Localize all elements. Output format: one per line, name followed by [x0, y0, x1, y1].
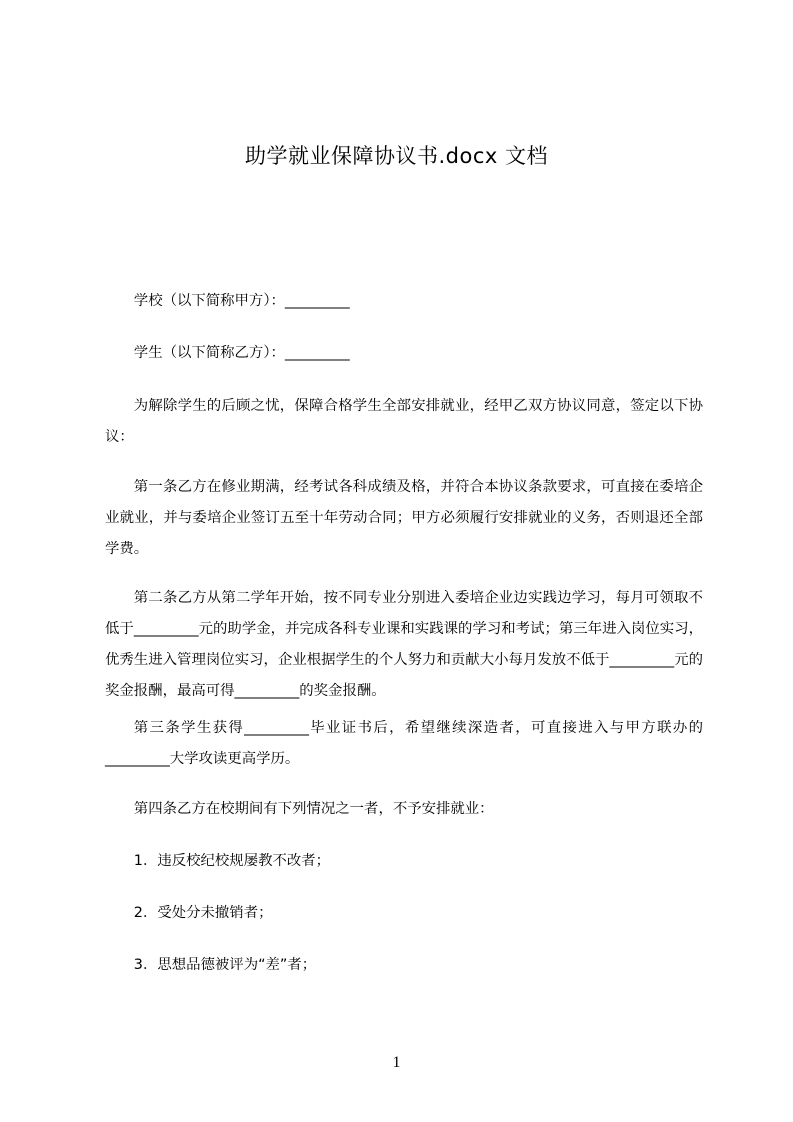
- party-a-line: 学校（以下简称甲方）：_________: [133, 293, 350, 309]
- list-item-2: 2．受处分未撤销者；: [133, 905, 273, 921]
- article-one-paragraph: 第一条乙方在修业期满，经考试各科成绩及格，并符合本协议条款要求，可直接在委培企业就业，并与委培企业签订五至十年劳动合同；甲方必须履行安排就业的义务，否则退还全部学费。: [105, 479, 703, 557]
- document-title: 助学就业保障协议书.docx 文档: [244, 144, 548, 168]
- list-item-3: 3．思想品德被评为“差”者；: [133, 957, 317, 973]
- preamble-paragraph: 为解除学生的后顾之忧，保障合格学生全部安排就业，经甲乙双方协议同意，签定以下协议：: [105, 398, 703, 445]
- page-number: 1: [392, 1054, 401, 1071]
- party-b-line: 学生（以下简称乙方）：_________: [133, 345, 350, 361]
- list-item-1: 1．违反校纪校规屡教不改者；: [133, 853, 331, 869]
- article-two-paragraph: 第二条乙方从第二学年开始，按不同专业分别进入委培企业边实践边学习，每月可领取不低于_________元的助学金，并完成各科专业课和实践课的学习和考试；第三年进入岗位实习，优秀生进入管理岗位实习，企业根据学生的个人努力和贡献大小每月发放不低于_________元的奖金报酬，最高可得_________的奖金报酬。: [105, 590, 703, 699]
- article-four-paragraph: 第四条乙方在校期间有下列情况之一者，不予安排就业：: [133, 801, 494, 817]
- article-three-paragraph: 第三条学生获得_________毕业证书后，希望继续深造者，可直接进入与甲方联办的_________大学攻读更高学历。: [105, 720, 703, 767]
